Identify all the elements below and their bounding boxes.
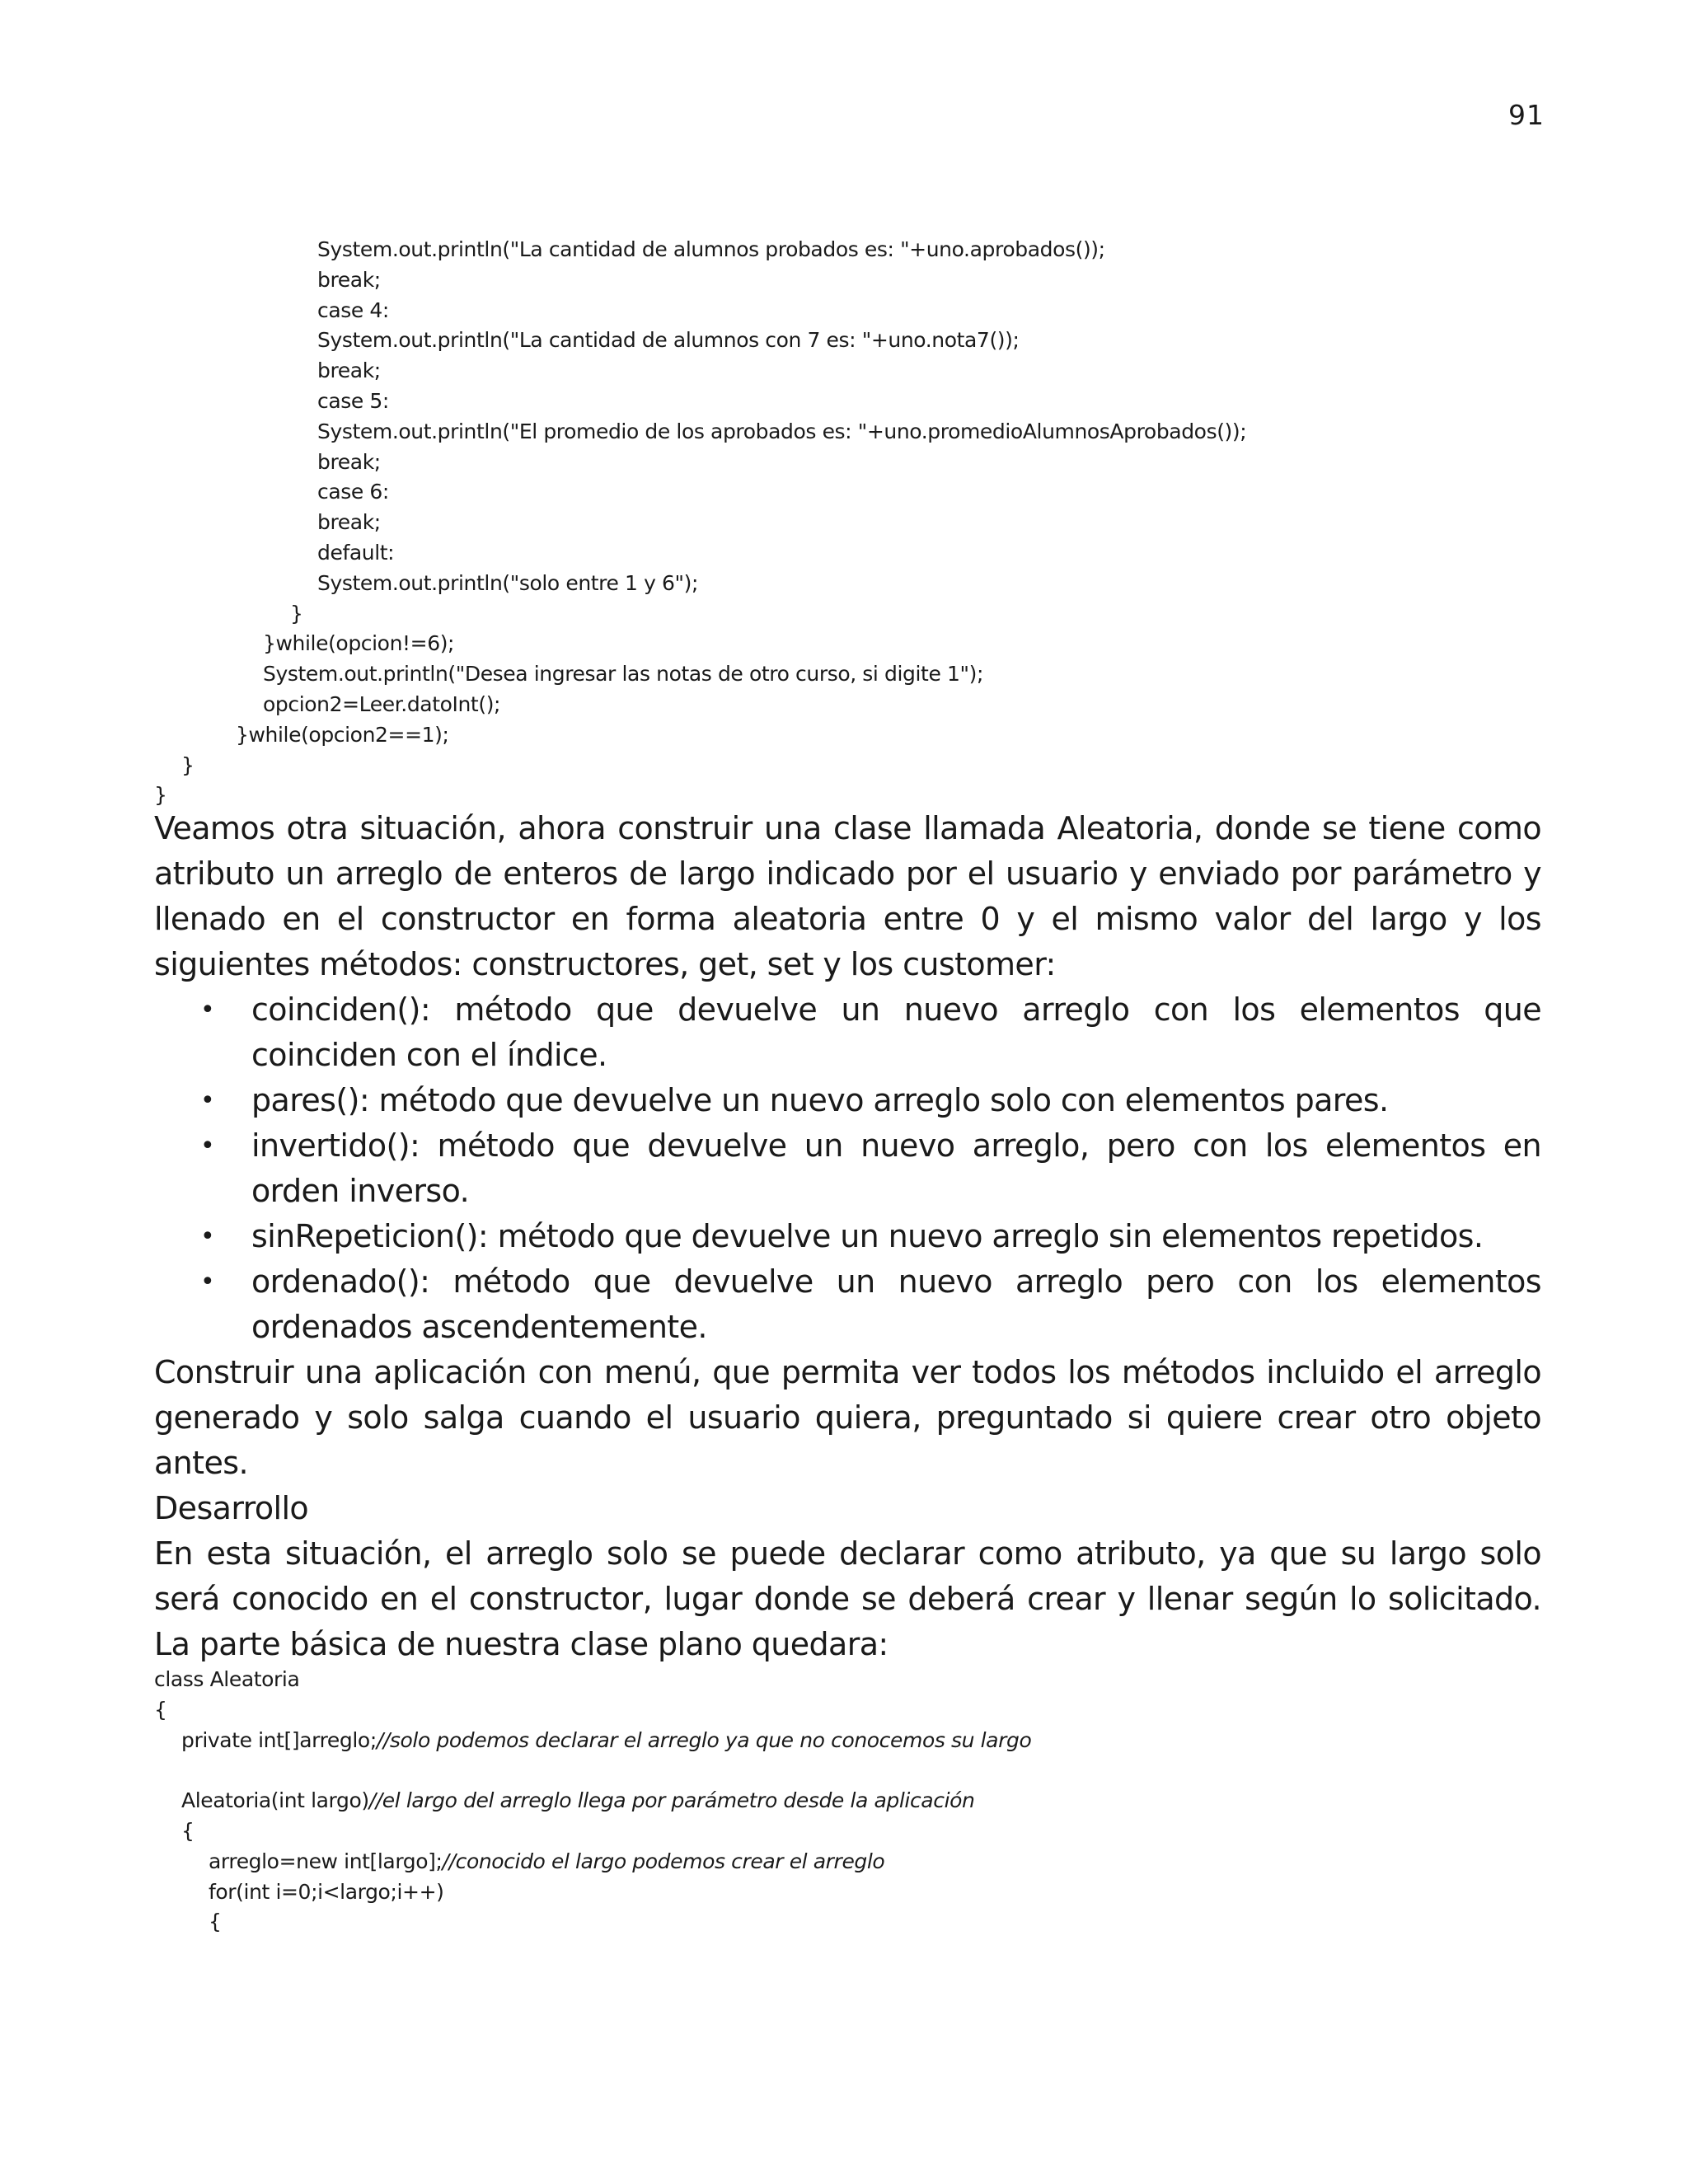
code-line bbox=[154, 296, 1246, 326]
code-text: }while(opcion2==1); bbox=[236, 722, 449, 747]
code-line bbox=[154, 690, 1246, 720]
bullet-icon: • bbox=[200, 1222, 215, 1251]
code-text: } bbox=[154, 783, 167, 808]
code-text: case 6: bbox=[317, 480, 389, 504]
code-text: private int[]arreglo; bbox=[181, 1727, 377, 1752]
list-item bbox=[154, 1259, 1541, 1350]
code-line bbox=[154, 569, 1246, 599]
code-text: System.out.println("El promedio de los aprobados es: "+uno.promedioAlumnosAprobados()); bbox=[317, 419, 1247, 443]
code-line bbox=[154, 448, 1246, 478]
code-line bbox=[154, 1877, 1031, 1908]
list-item bbox=[154, 1214, 1541, 1259]
bullet-icon: • bbox=[200, 1132, 215, 1160]
heading-desarrollo: Desarrollo bbox=[154, 1490, 309, 1526]
paragraph-desarrollo: En esta situación, el arreglo solo se puede declarar como atributo, ya que su largo solo será conocido en el constructor, lugar donde se deberá crear y llenar según lo solicitado. La parte básica de nuestra clase plano quedara: bbox=[154, 1535, 1541, 1662]
code-line bbox=[154, 1847, 1031, 1877]
code-text: break; bbox=[317, 267, 381, 292]
code-text: System.out.println("La cantidad de alumnos probados es: "+uno.aprobados()); bbox=[317, 237, 1105, 261]
page-number: 91 bbox=[1508, 99, 1545, 131]
code-text: System.out.println("solo entre 1 y 6"); bbox=[317, 570, 699, 595]
code-line bbox=[154, 751, 1246, 781]
code-line bbox=[154, 538, 1246, 569]
code-text: } bbox=[181, 752, 195, 777]
list-item-text: sinRepeticion(): método que devuelve un nuevo arreglo sin elementos repetidos. bbox=[251, 1218, 1484, 1254]
code-line bbox=[154, 417, 1246, 448]
code-comment: //conocido el largo podemos crear el arreglo bbox=[442, 1849, 885, 1873]
list-item-text: invertido(): método que devuelve un nuevo arreglo, pero con los elementos en orden inverso. bbox=[251, 1127, 1541, 1209]
list-item bbox=[154, 1123, 1541, 1214]
code-line bbox=[154, 1816, 1031, 1847]
code-text: { bbox=[154, 1697, 167, 1722]
bullet-icon: • bbox=[200, 1086, 215, 1115]
code-text: } bbox=[290, 601, 303, 626]
code-text: break; bbox=[317, 359, 381, 383]
code-comment: //el largo del arreglo llega por parámetro desde la aplicación bbox=[368, 1788, 975, 1813]
code-text: }while(opcion!=6); bbox=[263, 631, 455, 656]
code-text: Aleatoria(int largo) bbox=[181, 1788, 369, 1813]
bullet-icon: • bbox=[200, 996, 215, 1024]
code-line bbox=[154, 1786, 1031, 1816]
code-line bbox=[154, 1907, 1031, 1938]
code-line bbox=[154, 1695, 1031, 1726]
paragraph-application: Construir una aplicación con menú, que permita ver todos los métodos incluido el arreglo generado y solo salga cuando el usuario quiera, preguntado si quiere crear otro objeto antes. bbox=[154, 1354, 1541, 1481]
code-line bbox=[154, 659, 1246, 690]
code-line bbox=[154, 508, 1246, 538]
code-text: for(int i=0;i<largo;i++) bbox=[209, 1879, 444, 1904]
list-item-text: pares(): método que devuelve un nuevo arreglo solo con elementos pares. bbox=[251, 1082, 1389, 1118]
code-line bbox=[154, 1665, 1031, 1695]
code-text: opcion2=Leer.datoInt(); bbox=[263, 691, 501, 716]
code-text: System.out.println("La cantidad de alumnos con 7 es: "+uno.nota7()); bbox=[317, 328, 1020, 353]
code-line bbox=[154, 356, 1246, 387]
code-text: { bbox=[181, 1818, 195, 1843]
list-item bbox=[154, 987, 1541, 1078]
method-bullet-list bbox=[154, 987, 1541, 1350]
code-text: { bbox=[209, 1910, 222, 1934]
code-block-top bbox=[154, 235, 1246, 811]
code-line bbox=[154, 629, 1246, 659]
code-block-bottom bbox=[154, 1665, 1031, 1938]
code-text: case 5: bbox=[317, 388, 389, 413]
list-item-text: coinciden(): método que devuelve un nuevo arreglo con los elementos que coinciden con el índice. bbox=[251, 991, 1541, 1073]
list-item-text: ordenado(): método que devuelve un nuevo arreglo pero con los elementos ordenados ascendentemente. bbox=[251, 1263, 1541, 1345]
code-text: default: bbox=[317, 540, 395, 565]
code-text: break; bbox=[317, 510, 381, 535]
code-line bbox=[154, 265, 1246, 296]
code-line bbox=[154, 720, 1246, 751]
code-line bbox=[154, 235, 1246, 265]
code-text: class Aleatoria bbox=[154, 1667, 300, 1691]
paragraph-intro: Veamos otra situación, ahora construir una clase llamada Aleatoria, donde se tiene como atributo un arreglo de enteros de largo indicado por el usuario y enviado por parámetro y llenado en el constructor en forma aleatoria entre 0 y el mismo valor del largo y los siguientes métodos: constructores, get, set y los customer: bbox=[154, 810, 1541, 982]
bullet-icon: • bbox=[200, 1268, 215, 1296]
code-line bbox=[154, 599, 1246, 630]
code-line bbox=[154, 1726, 1031, 1756]
list-item bbox=[154, 1078, 1541, 1123]
code-line bbox=[154, 326, 1246, 356]
code-text: arreglo=new int[largo]; bbox=[209, 1849, 443, 1873]
code-text: System.out.println("Desea ingresar las notas de otro curso, si digite 1"); bbox=[263, 662, 983, 687]
code-line bbox=[154, 1755, 1031, 1786]
code-text: break; bbox=[317, 449, 381, 474]
code-comment: //solo podemos declarar el arreglo ya que no conocemos su largo bbox=[376, 1727, 1032, 1752]
code-text: case 4: bbox=[317, 298, 389, 322]
code-line bbox=[154, 477, 1246, 508]
code-line bbox=[154, 387, 1246, 417]
